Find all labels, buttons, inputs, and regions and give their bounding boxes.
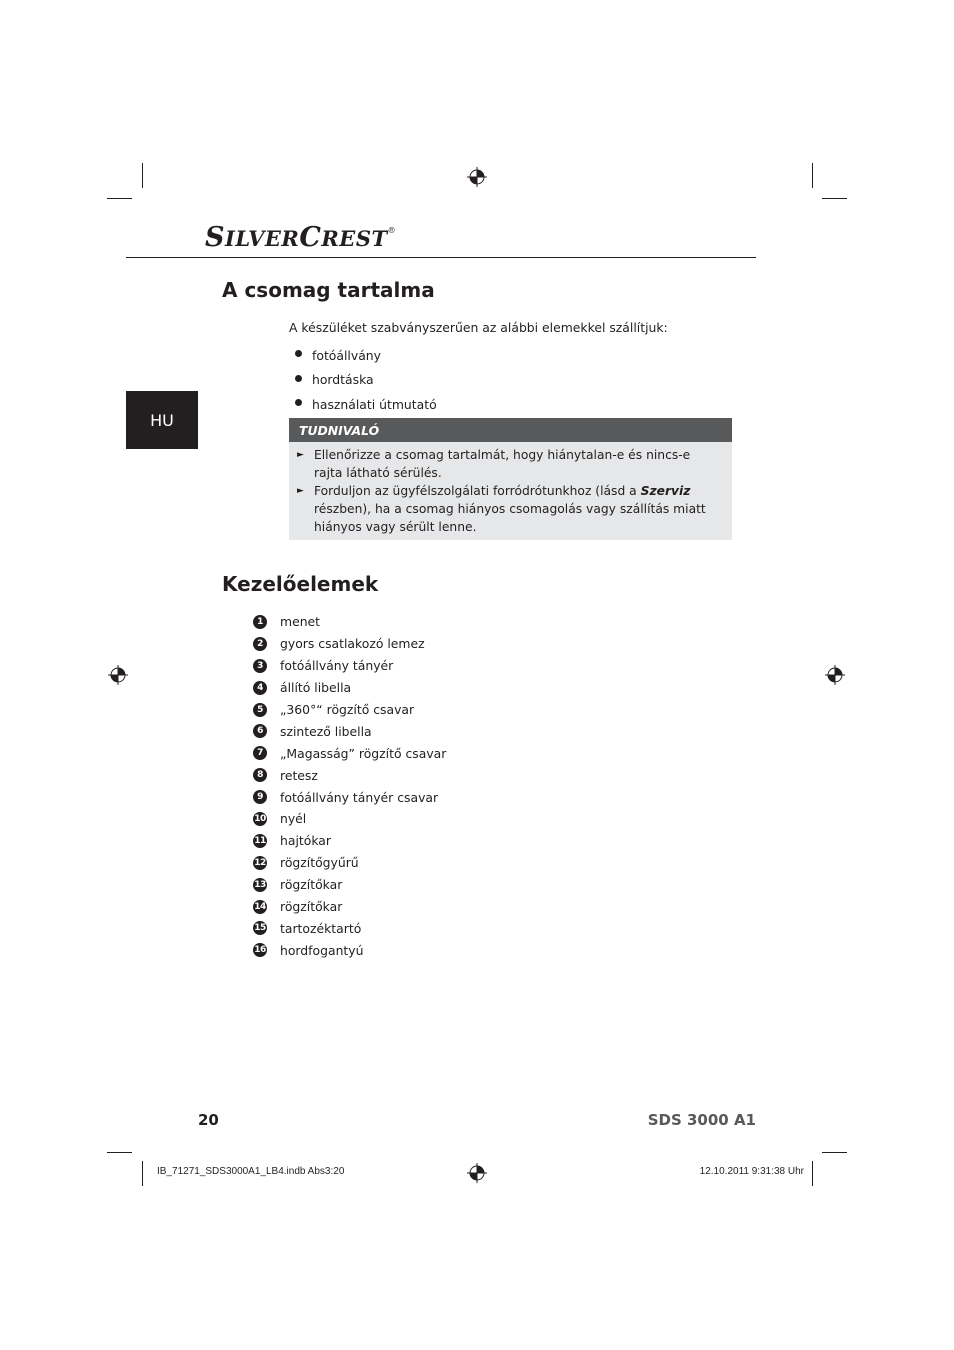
language-tab: HU xyxy=(126,391,198,449)
crop-mark xyxy=(107,198,132,199)
crop-mark xyxy=(142,1161,143,1186)
crop-mark xyxy=(822,198,847,199)
number-badge: 16 xyxy=(254,945,266,956)
arrow-right-icon: ► xyxy=(297,450,304,460)
crop-mark xyxy=(812,163,813,188)
number-badge: 3 xyxy=(253,659,267,673)
registration-mark-icon xyxy=(467,1163,487,1183)
note-item xyxy=(297,482,718,536)
crop-mark xyxy=(142,163,143,188)
crop-mark xyxy=(812,1161,813,1186)
package-intro: A készüléket szabványszerűen az alábbi elemekkel szállítjuk: xyxy=(289,320,668,335)
number-badge: 11 xyxy=(254,835,266,846)
list-item: 12 rögzítőgyűrű xyxy=(254,855,359,871)
number-badge: 10 xyxy=(254,813,266,824)
list-item: 10 nyél xyxy=(254,811,307,827)
list-item: 1 menet xyxy=(253,611,446,633)
list-item: 4 állító libella xyxy=(253,677,446,699)
list-item: 6 szintező libella xyxy=(253,720,446,742)
crop-mark xyxy=(822,1152,847,1153)
number-badge: 6 xyxy=(253,724,267,738)
print-slug-right: 12.10.2011 9:31:38 Uhr xyxy=(699,1166,804,1177)
list-item: 3 fotóállvány tányér xyxy=(253,655,446,677)
list-item: 9 fotóállvány tányér csavar xyxy=(253,786,446,808)
list-item: fotóállvány xyxy=(289,343,437,368)
list-item: 11 hajtókar xyxy=(254,833,331,849)
list-item: 16 hordfogantyú xyxy=(254,942,364,958)
number-badge: 4 xyxy=(253,681,267,695)
arrow-right-icon: ► xyxy=(297,486,304,496)
note-item xyxy=(297,446,718,482)
number-badge: 14 xyxy=(254,901,266,912)
service-reference: Szerviz xyxy=(640,484,691,498)
number-badge: 1 xyxy=(253,615,267,629)
list-item: használati útmutató xyxy=(289,392,437,417)
crop-mark xyxy=(107,1152,132,1153)
model-name: SDS 3000 A1 xyxy=(647,1111,756,1129)
list-item: 5 „360°“ rögzítő csavar xyxy=(253,699,446,721)
brand-logo: SILVERCREST® xyxy=(205,222,397,253)
note-heading: TUDNIVALÓ xyxy=(289,418,732,442)
print-slug-left: IB_71271_SDS3000A1_LB4.indb Abs3:20 xyxy=(157,1166,345,1177)
number-badge: 13 xyxy=(254,879,266,890)
list-item: 14 rögzítőkar xyxy=(254,899,343,915)
number-badge: 5 xyxy=(253,703,267,717)
page-number: 20 xyxy=(198,1111,219,1129)
controls-list xyxy=(253,611,446,961)
number-badge: 9 xyxy=(253,790,267,804)
package-list xyxy=(289,343,437,417)
number-badge: 7 xyxy=(253,746,267,760)
list-item: 15 tartozéktartó xyxy=(254,920,362,936)
list-item: 2 gyors csatlakozó lemez xyxy=(253,633,446,655)
note-text: Ellenőrizze a csomag tartalmát, hogy hiánytalan-e és nincs-e rajta látható sérülés. xyxy=(314,448,691,480)
section-title-package: A csomag tartalma xyxy=(222,278,435,302)
list-item: 13 rögzítőkar xyxy=(254,877,343,893)
header-rule xyxy=(126,257,756,258)
note-box xyxy=(289,418,732,540)
list-item: hordtáska xyxy=(289,368,437,393)
number-badge: 8 xyxy=(253,768,267,782)
number-badge: 2 xyxy=(253,637,267,651)
note-text: Forduljon az ügyfélszolgálati forródrótunkhoz (lásd a Szerviz részben), ha a csomag hiányos csomagolás vagy szállítás miatt hiányos vagy sérült lenne. xyxy=(314,484,706,534)
section-title-controls: Kezelőelemek xyxy=(222,572,379,596)
list-item: 7 „Magasság” rögzítő csavar xyxy=(253,742,446,764)
registration-mark-icon xyxy=(108,665,128,685)
number-badge: 12 xyxy=(254,857,266,868)
registration-mark-icon xyxy=(467,167,487,187)
list-item: 8 retesz xyxy=(253,764,446,786)
number-badge: 15 xyxy=(254,923,266,934)
registration-mark-icon xyxy=(825,665,845,685)
